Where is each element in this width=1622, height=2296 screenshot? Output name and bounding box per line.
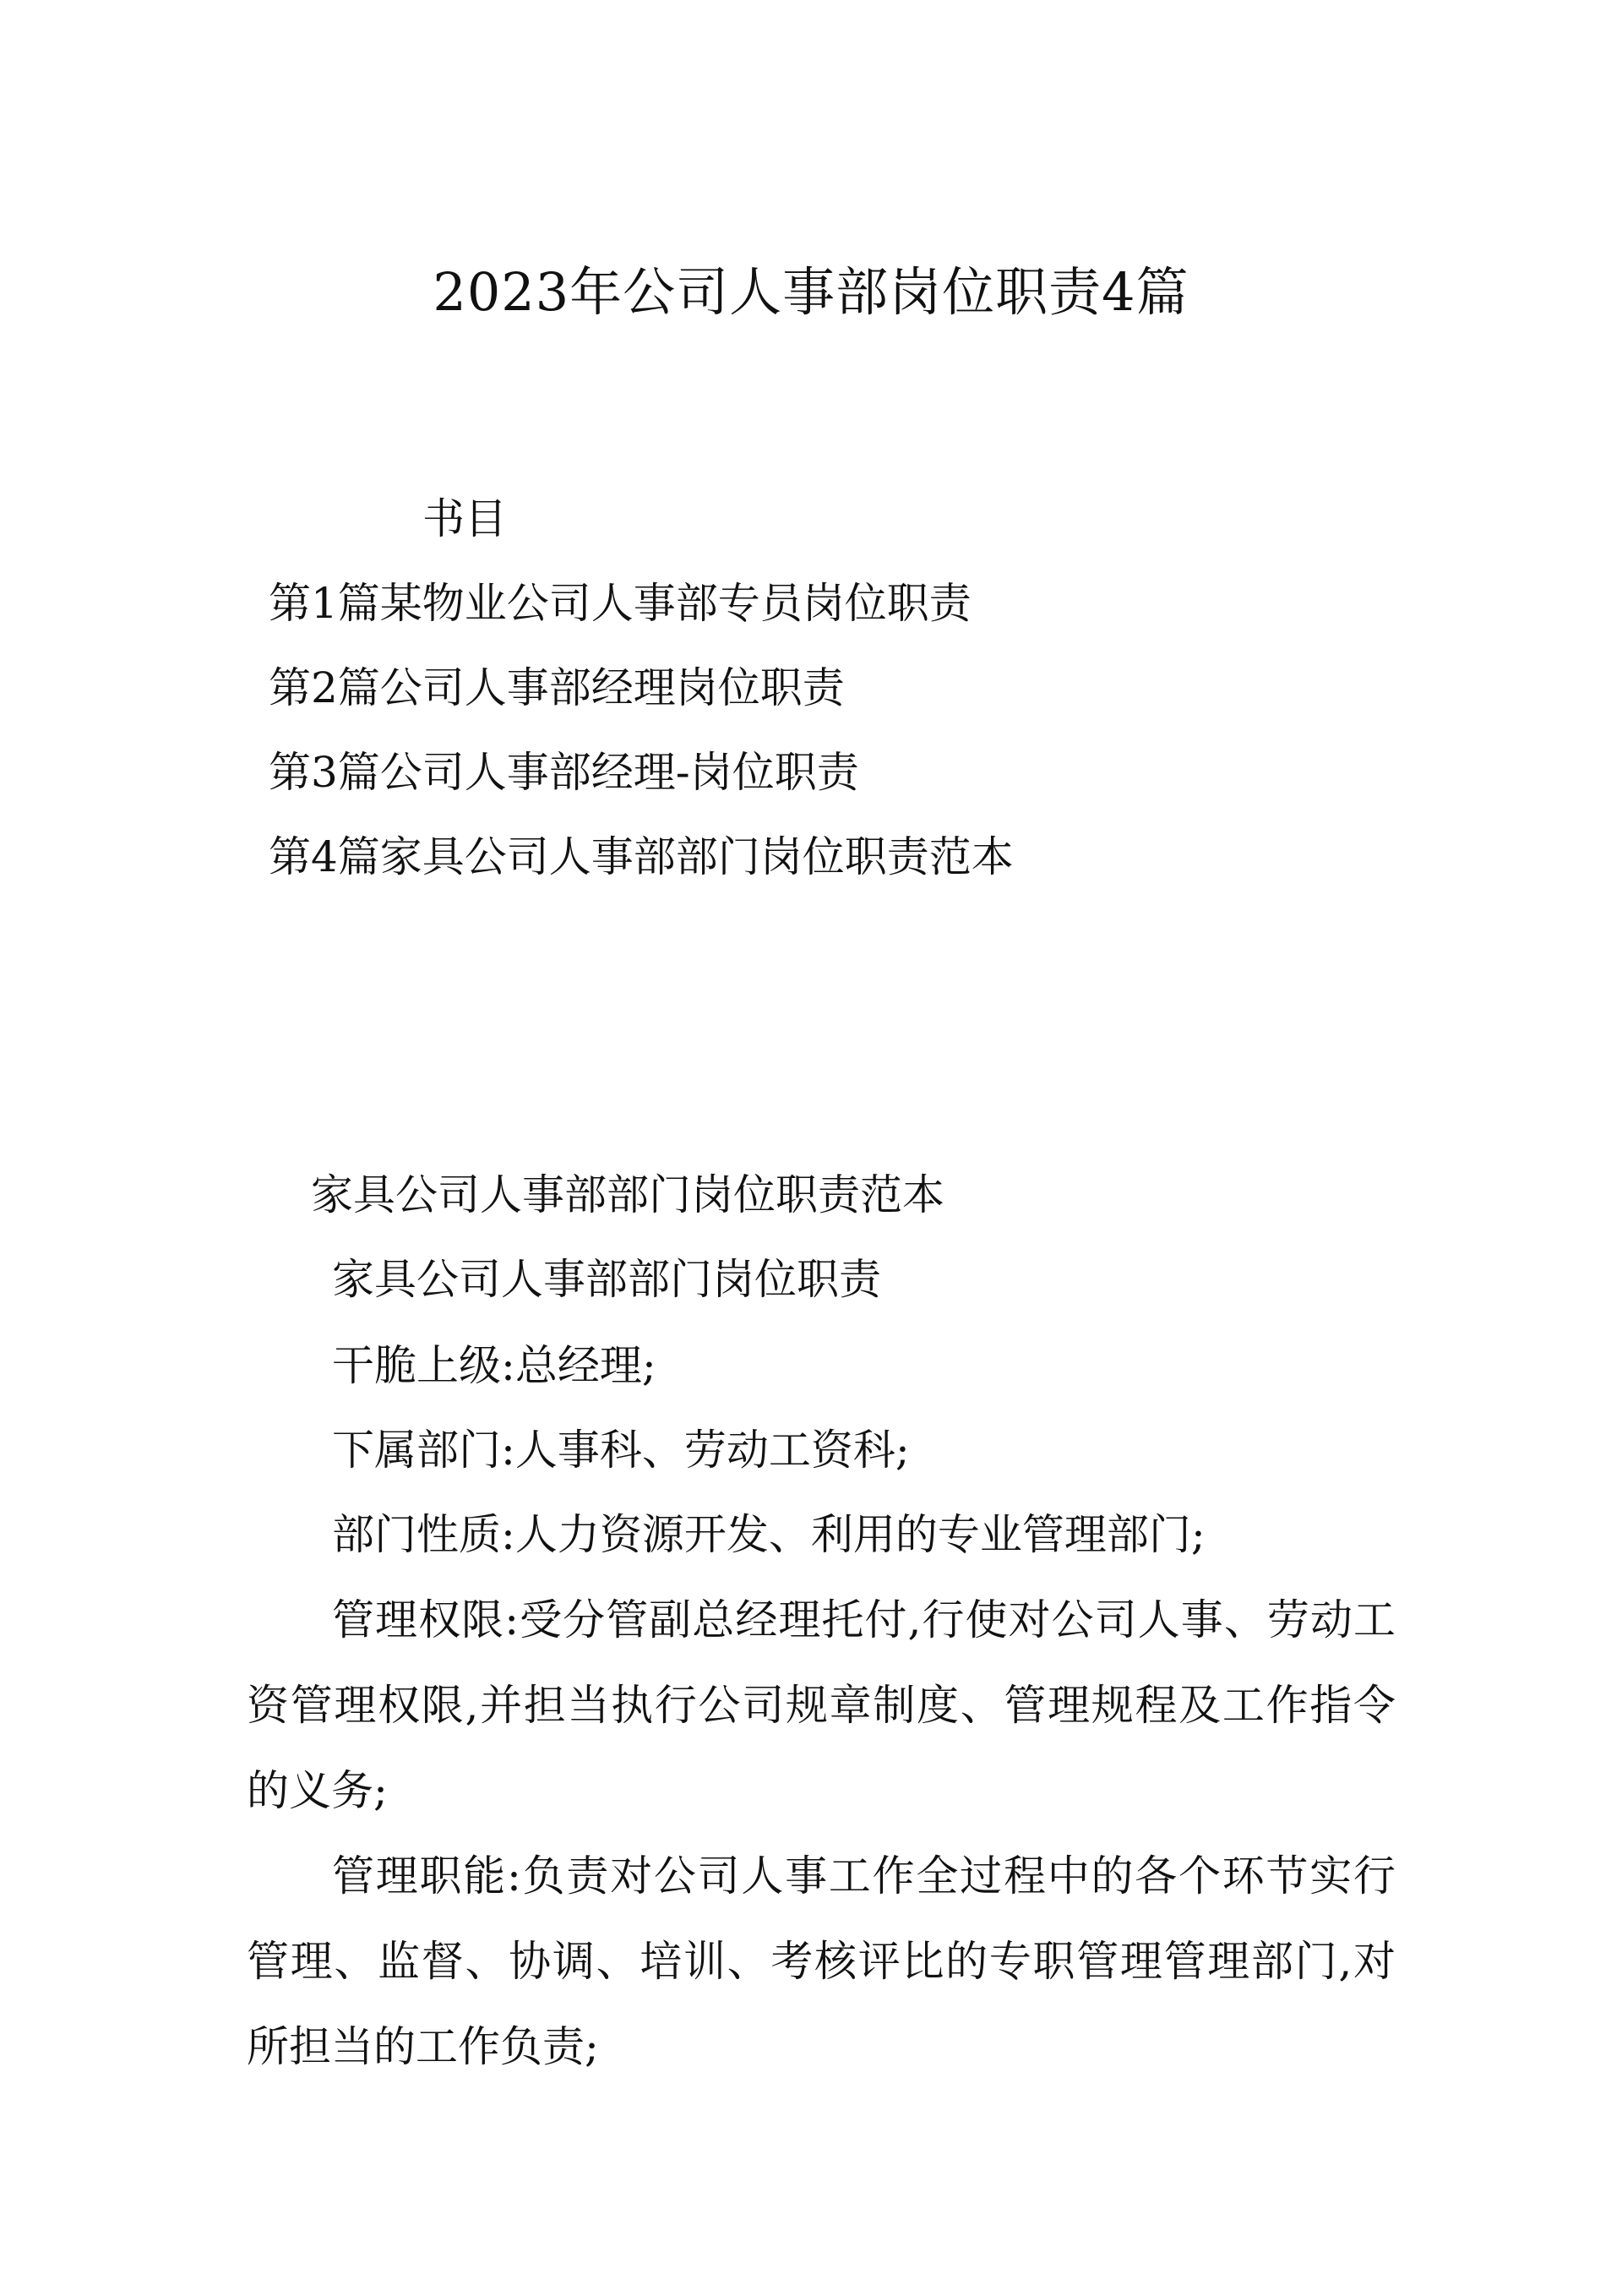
- toc-heading: 书目: [422, 494, 507, 543]
- management-function-paragraph: 管理职能:负责对公司人事工作全过程中的各个环节实行管理、监督、协调、培训、考核评比的专职管理管理部门,对所担当的工作负责;: [247, 1852, 1396, 2071]
- department-nature-line: 部门性质:人力资源开发、利用的专业管理部门;: [332, 1510, 1206, 1559]
- toc-item-2: 第2篇公司人事部经理岗位职责: [269, 663, 845, 712]
- section-subtitle: 家具公司人事部部门岗位职责: [332, 1255, 881, 1304]
- direct-superior-line: 干脆上级:总经理;: [332, 1341, 656, 1390]
- section-title: 家具公司人事部部门岗位职责范本: [311, 1170, 944, 1219]
- management-authority-paragraph: 管理权限:受分管副总经理托付,行使对公司人事、劳动工资管理权限,并担当执行公司规章制度、管理规程及工作指令的义务;: [247, 1595, 1396, 1815]
- toc-item-1: 第1篇某物业公司人事部专员岗位职责: [269, 579, 972, 628]
- document-title: 2023年公司人事部岗位职责4篇: [433, 261, 1189, 323]
- toc-item-4: 第4篇家具公司人事部部门岗位职责范本: [269, 832, 1014, 881]
- subordinate-departments-line: 下属部门:人事科、劳动工资科;: [332, 1426, 910, 1475]
- toc-item-3: 第3篇公司人事部经理-岗位职责: [269, 748, 859, 797]
